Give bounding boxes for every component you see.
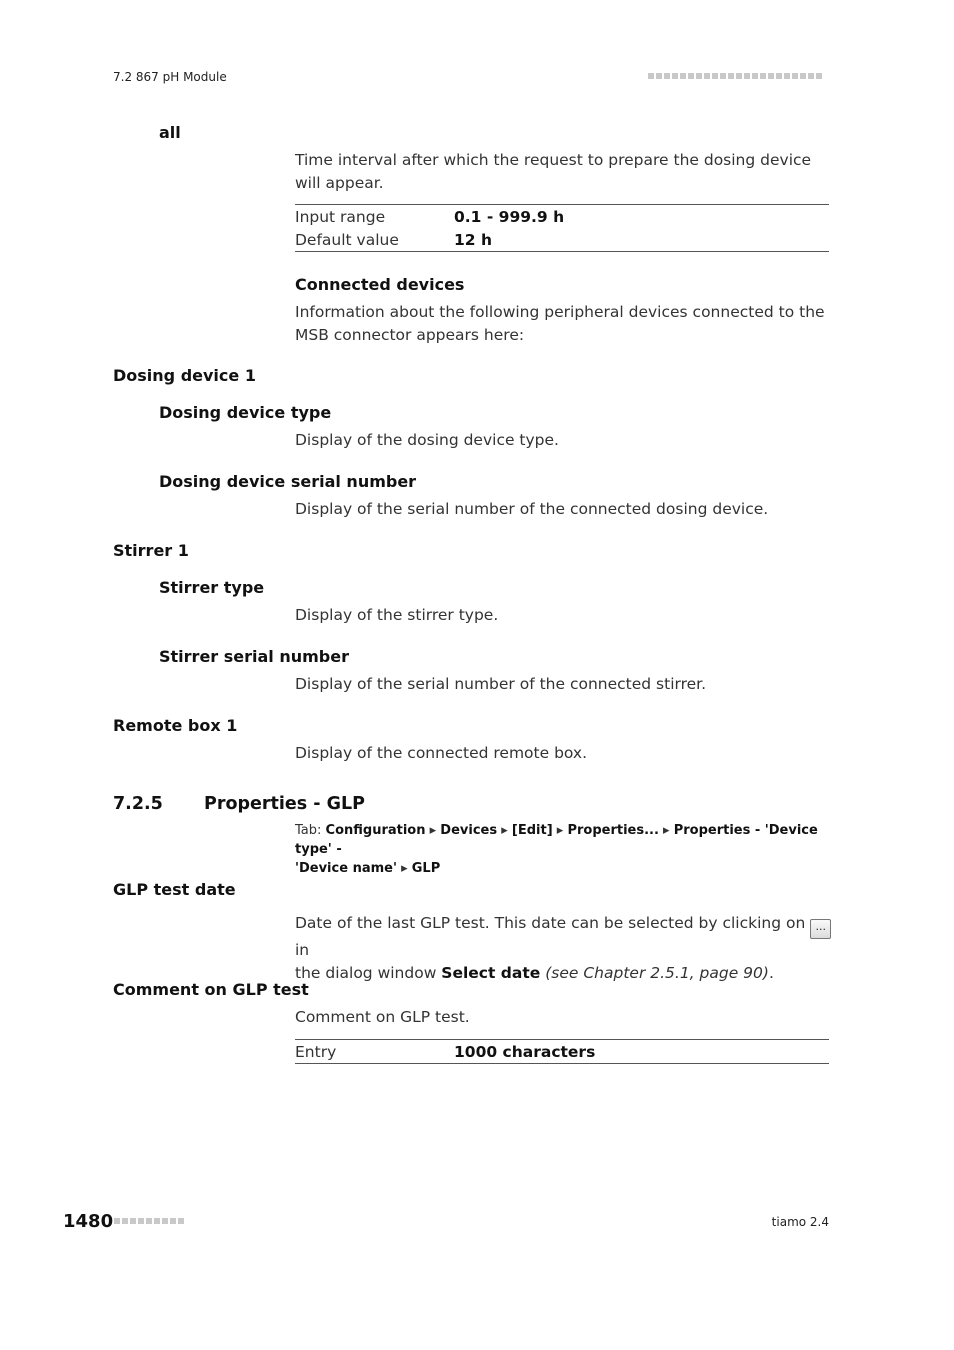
path-separator: ▸ (396, 861, 412, 876)
glp-date-title: GLP test date (113, 880, 236, 899)
tab-path-edit: [Edit] (511, 823, 553, 838)
tab-path-glp: GLP (411, 861, 441, 876)
stirrer-type-desc: Display of the stirrer type. (295, 606, 499, 624)
param-table-comment (295, 1039, 829, 1064)
table-row (295, 228, 829, 251)
product-name: tiamo 2.4 (771, 1215, 829, 1229)
comment-title: Comment on GLP test (113, 980, 309, 999)
glp-date-desc-a: Date of the last GLP test. This date can be selected by clicking on (295, 914, 806, 932)
comment-desc: Comment on GLP test. (295, 1008, 470, 1026)
tab-prefix: Tab: (295, 823, 326, 838)
param-title-all: all (159, 123, 181, 142)
tab-path-properties: Properties... (567, 823, 659, 838)
glp-date-end: . (768, 964, 774, 982)
section-title: Properties - GLP (204, 794, 365, 814)
table-rule-bottom (295, 251, 829, 252)
param-table-all (295, 204, 829, 252)
param-value: 12 h (454, 230, 493, 249)
stirrer-serial-title: Stirrer serial number (159, 647, 349, 666)
param-value: 1000 characters (454, 1042, 596, 1061)
connected-devices-desc: Information about the following peripheral devices connected to the MSB connector appears here: (295, 303, 825, 344)
param-value: 0.1 - 999.9 h (454, 207, 565, 226)
tab-path-device-name: 'Device name' (295, 861, 397, 876)
param-key: Default value (295, 230, 399, 249)
dosing-type-desc: Display of the dosing device type. (295, 431, 559, 449)
remote-box-desc: Display of the connected remote box. (295, 744, 588, 762)
table-rule-bottom (295, 1063, 829, 1064)
stirrer-type-title: Stirrer type (159, 578, 265, 597)
tab-path-properties-device: Properties - 'Device type' - (295, 823, 818, 857)
stirrer-serial-desc: Display of the serial number of the connected stirrer. (295, 675, 707, 693)
glp-date-desc-c: the dialog window (295, 964, 442, 982)
chapter-reference-link[interactable]: (see Chapter 2.5.1, page 90) (545, 964, 769, 982)
tab-path (295, 821, 835, 878)
footer-dot-bar (114, 1218, 184, 1224)
dosing-serial-desc: Display of the serial number of the connected dosing device. (295, 500, 769, 518)
path-separator: ▸ (658, 823, 674, 838)
path-separator: ▸ (425, 823, 441, 838)
table-row (295, 205, 829, 228)
glp-date-desc-b: in (295, 941, 310, 959)
tab-path-configuration: Configuration (325, 823, 426, 838)
dosing-serial-title: Dosing device serial number (159, 472, 417, 491)
path-separator: ▸ (552, 823, 568, 838)
param-key: Input range (295, 207, 386, 226)
param-desc-all: Time interval after which the request to prepare the dosing device will appear. (295, 151, 812, 192)
table-row (295, 1040, 829, 1063)
select-date-label: Select date (441, 964, 541, 982)
path-separator: ▸ (497, 823, 512, 838)
ellipsis-button-icon: ... (810, 919, 831, 939)
dosing-type-title: Dosing device type (159, 403, 332, 422)
param-key: Entry (295, 1042, 337, 1061)
remote-box-heading: Remote box 1 (113, 716, 238, 735)
dosing-device-heading: Dosing device 1 (113, 366, 256, 385)
section-number: 7.2.5 (113, 794, 163, 814)
connected-devices-title: Connected devices (295, 275, 465, 294)
tab-path-devices: Devices (440, 823, 498, 838)
header-dot-bar (648, 73, 822, 79)
page-number: 1480 (63, 1211, 114, 1232)
running-header: 7.2 867 pH Module (113, 70, 227, 84)
glp-date-desc (295, 912, 835, 985)
stirrer-heading: Stirrer 1 (113, 541, 189, 560)
